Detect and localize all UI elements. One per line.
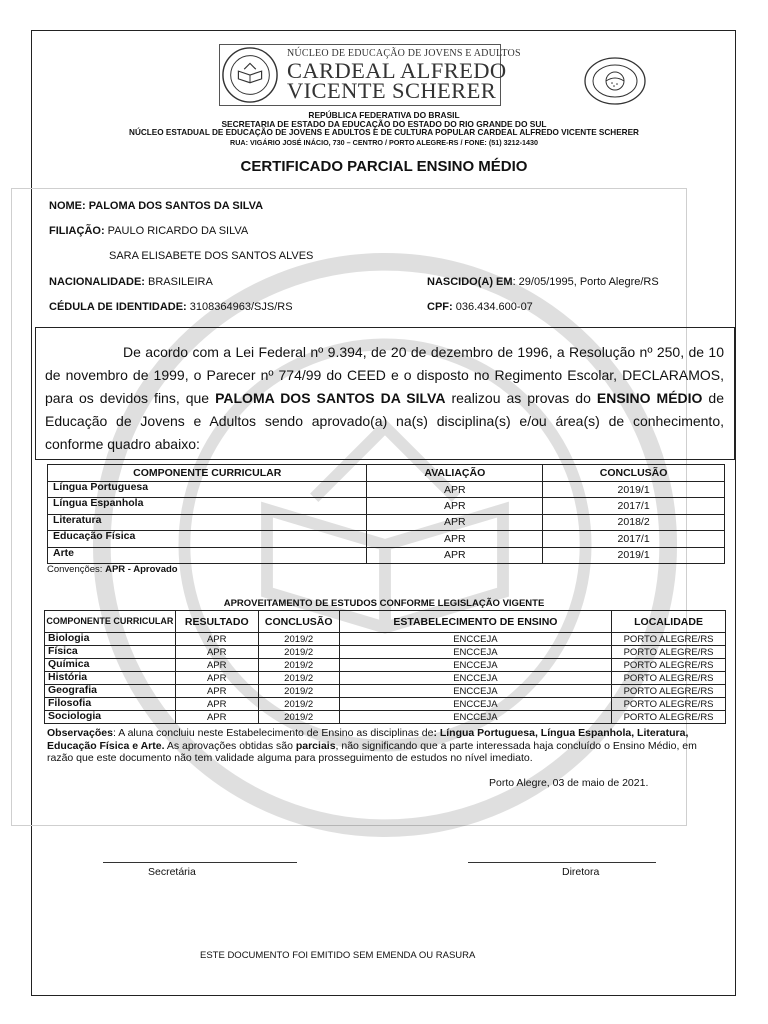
grades-header-subject: COMPONENTE CURRICULAR bbox=[48, 465, 367, 482]
studies-header-conclusion: CONCLUSÃO bbox=[258, 611, 339, 633]
table-row: História APR 2019/2 ENCCEJA PORTO ALEGRE/RS bbox=[45, 672, 726, 685]
header-nucleus: NÚCLEO ESTADUAL DE EDUCAÇÃO DE JOVENS E ADULTOS E DE CULTURA POPULAR CARDEAL ALFREDO VICENTE SCHERER bbox=[129, 128, 639, 137]
filiation-field: FILIAÇÃO: PAULO RICARDO DA SILVA bbox=[49, 225, 249, 237]
director-label: Diretora bbox=[562, 866, 600, 878]
studies-header-subject: COMPONENTE CURRICULAR bbox=[45, 611, 176, 633]
place-date: Porto Alegre, 03 de maio de 2021. bbox=[489, 777, 649, 789]
father-name: PAULO RICARDO DA SILVA bbox=[107, 225, 249, 237]
observations: Observações: A aluna concluiu neste Estabelecimento de Ensino as disciplinas de: Língua Portuguesa, Língua Espanhola, Literatura, Educação Física e Arte. As aprovações obtidas são parciais, não significando que a parte interessada haja concluído o Ensino Médio, em razão que este documento não tem validade alguma para prosseguimento de estudos no nível imediato. bbox=[47, 727, 697, 764]
studies-caption: APROVEITAMENTO DE ESTUDOS CONFORME LEGISLAÇÃO VIGENTE bbox=[223, 598, 545, 609]
table-row: Literatura APR 2018/2 bbox=[48, 514, 725, 530]
secretary-label: Secretária bbox=[148, 866, 196, 878]
student-name-field: NOME: PALOMA DOS SANTOS DA SILVA bbox=[49, 200, 264, 212]
table-row: Educação Física APR 2017/1 bbox=[48, 531, 725, 547]
studies-header-row bbox=[45, 611, 726, 633]
studies-header-location: LOCALIDADE bbox=[612, 611, 726, 633]
table-row: Língua Espanhola APR 2017/1 bbox=[48, 498, 725, 514]
director-signature-line bbox=[468, 862, 656, 863]
studies-header-result: RESULTADO bbox=[175, 611, 258, 633]
header-secretariat: SECRETARIA DE ESTADO DA EDUCAÇÃO DO ESTADO DO RIO GRANDE DO SUL bbox=[221, 119, 547, 129]
studies-table bbox=[44, 610, 726, 724]
secretary-signature-line bbox=[103, 862, 297, 863]
table-row: Biologia APR 2019/2 ENCCEJA PORTO ALEGRE/RS bbox=[45, 633, 726, 646]
logo-title-line2: VICENTE SCHERER bbox=[287, 78, 497, 103]
table-row: Geografia APR 2019/2 ENCCEJA PORTO ALEGRE/RS bbox=[45, 685, 726, 698]
logo-title-line1: CARDEAL ALFREDO bbox=[287, 58, 507, 83]
birth-field: NASCIDO(A) EM: 29/05/1995, Porto Alegre/RS bbox=[427, 276, 659, 288]
nationality-field: NACIONALIDADE: BRASILEIRA bbox=[49, 276, 213, 288]
grades-table bbox=[47, 464, 725, 564]
grades-header-conclusion: CONCLUSÃO bbox=[543, 465, 725, 482]
header-address: RUA: VIGÁRIO JOSÉ INÁCIO, 730 – CENTRO / PORTO ALEGRE-RS / FONE: (51) 3212-1430 bbox=[230, 138, 538, 147]
cpf-field: CPF: 036.434.600-07 bbox=[427, 301, 533, 313]
table-row: Arte APR 2019/1 bbox=[48, 547, 725, 563]
grades-header-evaluation: AVALIAÇÃO bbox=[367, 465, 543, 482]
header-republic: REPÚBLICA FEDERATIVA DO BRASIL bbox=[308, 110, 460, 120]
id-field: CÉDULA DE IDENTIDADE: 3108364963/SJS/RS bbox=[49, 301, 293, 313]
student-name: PALOMA DOS SANTOS DA SILVA bbox=[88, 200, 264, 212]
grades-header-row bbox=[48, 465, 725, 482]
table-row: Filosofia APR 2019/2 ENCCEJA PORTO ALEGRE/RS bbox=[45, 698, 726, 711]
school-seal-icon bbox=[221, 46, 279, 104]
conventions-note: Convenções: APR - Aprovado bbox=[47, 564, 178, 575]
footer-note: ESTE DOCUMENTO FOI EMITIDO SEM EMENDA OU RASURA bbox=[200, 950, 476, 961]
mother-name: SARA ELISABETE DOS SANTOS ALVES bbox=[109, 250, 314, 262]
page-title: CERTIFICADO PARCIAL ENSINO MÉDIO bbox=[240, 158, 528, 175]
brazil-seal-icon bbox=[583, 56, 647, 106]
table-row: Sociologia APR 2019/2 ENCCEJA PORTO ALEGRE/RS bbox=[45, 711, 726, 724]
table-row: Física APR 2019/2 ENCCEJA PORTO ALEGRE/RS bbox=[45, 646, 726, 659]
table-row: Língua Portuguesa APR 2019/1 bbox=[48, 482, 725, 498]
studies-header-school: ESTABELECIMENTO DE ENSINO bbox=[339, 611, 611, 633]
declaration-text: De acordo com a Lei Federal nº 9.394, de 20 de dezembro de 1996, a Resolução nº 250, de 10 de novembro de 1999, o Parecer nº 774/99 do CEED e o disposto no Regimento Escolar, DECLARAMOS, para os devidos fins, que PALOMA DOS SANTOS DA SILVA realizou as provas do ENSINO MÉDIO de Educação de Jovens e Adultos sendo aprovado(a) na(s) disciplina(s) e/ou área(s) de conhecimento, conforme quadro abaixo: bbox=[45, 344, 725, 452]
logo-subtitle: NÚCLEO DE EDUCAÇÃO DE JOVENS E ADULTOS bbox=[287, 48, 521, 59]
table-row: Química APR 2019/2 ENCCEJA PORTO ALEGRE/RS bbox=[45, 659, 726, 672]
